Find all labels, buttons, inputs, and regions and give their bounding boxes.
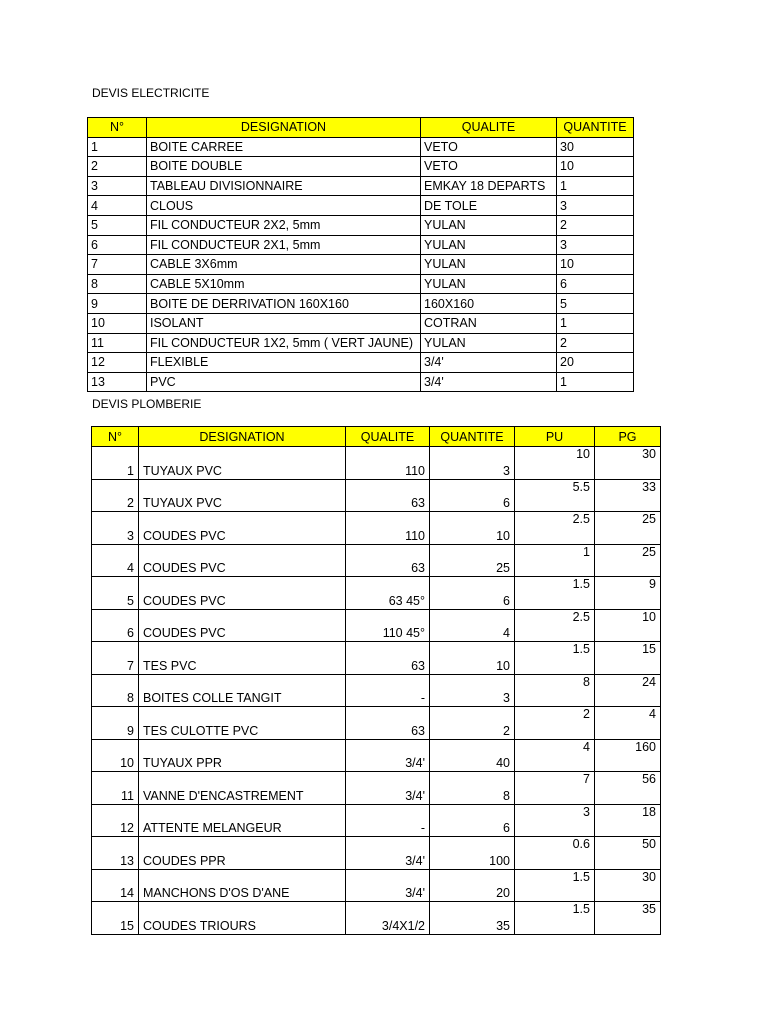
cell-designation: ATTENTE MELANGEUR (139, 804, 346, 837)
cell-designation: FIL CONDUCTEUR 2X2, 5mm (147, 215, 421, 235)
cell-quantite: 6 (557, 274, 634, 294)
cell-pg: 30 (595, 869, 661, 902)
cell-numero: 5 (88, 215, 147, 235)
cell-designation: TES CULOTTE PVC (139, 707, 346, 740)
cell-numero: 7 (92, 642, 139, 675)
table-row (92, 869, 661, 902)
cell-qualite: 110 (346, 512, 430, 545)
cell-quantite: 1 (557, 313, 634, 333)
cell-numero: 9 (88, 294, 147, 314)
table-row (88, 176, 634, 196)
cell-designation: COUDES PVC (139, 512, 346, 545)
cell-pg: 9 (595, 577, 661, 610)
table-row (88, 372, 634, 392)
cell-designation: BOITES COLLE TANGIT (139, 674, 346, 707)
cell-pg: 25 (595, 512, 661, 545)
cell-designation: TUYAUX PPR (139, 739, 346, 772)
cell-quantite: 3 (430, 674, 515, 707)
cell-pg: 24 (595, 674, 661, 707)
table-row (92, 837, 661, 870)
cell-pg: 10 (595, 609, 661, 642)
cell-numero: 13 (88, 372, 147, 392)
cell-pu: 1.5 (515, 902, 595, 935)
cell-designation: BOITE DOUBLE (147, 157, 421, 177)
cell-designation: BOITE DE DERRIVATION 160X160 (147, 294, 421, 314)
cell-qualite: 110 45° (346, 609, 430, 642)
table-row (88, 255, 634, 275)
header-designation: DESIGNATION (147, 118, 421, 138)
cell-numero: 12 (88, 353, 147, 373)
table-row (88, 274, 634, 294)
table-row (92, 544, 661, 577)
cell-quantite: 3 (557, 196, 634, 216)
cell-qualite: 63 (346, 642, 430, 675)
cell-numero: 11 (92, 772, 139, 805)
cell-qualite: VETO (421, 157, 557, 177)
cell-pg: 56 (595, 772, 661, 805)
table-row (88, 215, 634, 235)
cell-pg: 25 (595, 544, 661, 577)
cell-designation: COUDES PVC (139, 577, 346, 610)
cell-designation: FIL CONDUCTEUR 2X1, 5mm (147, 235, 421, 255)
cell-qualite: YULAN (421, 274, 557, 294)
cell-qualite: - (346, 804, 430, 837)
header-numero: N° (88, 118, 147, 138)
cell-quantite: 40 (430, 739, 515, 772)
cell-pg: 50 (595, 837, 661, 870)
cell-pu: 5.5 (515, 479, 595, 512)
cell-designation: TABLEAU DIVISIONNAIRE (147, 176, 421, 196)
table-row (88, 294, 634, 314)
cell-quantite: 6 (430, 804, 515, 837)
cell-designation: CABLE 5X10mm (147, 274, 421, 294)
cell-quantite: 6 (430, 479, 515, 512)
cell-numero: 3 (88, 176, 147, 196)
table-row (88, 196, 634, 216)
cell-numero: 7 (88, 255, 147, 275)
plomberie-title: DEVIS PLOMBERIE (92, 397, 202, 411)
cell-pu: 8 (515, 674, 595, 707)
cell-pu: 1.5 (515, 869, 595, 902)
table-row (92, 577, 661, 610)
cell-designation: COUDES PVC (139, 544, 346, 577)
cell-qualite: YULAN (421, 215, 557, 235)
cell-quantite: 10 (430, 642, 515, 675)
table-row (88, 157, 634, 177)
cell-numero: 6 (92, 609, 139, 642)
header-quantite: QUANTITE (557, 118, 634, 138)
cell-quantite: 3 (430, 447, 515, 480)
table-row (92, 642, 661, 675)
electricite-table (87, 117, 634, 392)
cell-qualite: 110 (346, 447, 430, 480)
cell-pg: 4 (595, 707, 661, 740)
cell-numero: 1 (88, 137, 147, 157)
header-qualite: QUALITE (346, 427, 430, 447)
cell-qualite: 3/4' (421, 372, 557, 392)
cell-qualite: 160X160 (421, 294, 557, 314)
cell-quantite: 25 (430, 544, 515, 577)
cell-quantite: 8 (430, 772, 515, 805)
table-row (92, 447, 661, 480)
cell-pu: 10 (515, 447, 595, 480)
cell-quantite: 30 (557, 137, 634, 157)
cell-numero: 14 (92, 869, 139, 902)
cell-designation: CABLE 3X6mm (147, 255, 421, 275)
cell-designation: FIL CONDUCTEUR 1X2, 5mm ( VERT JAUNE) (147, 333, 421, 353)
cell-quantite: 10 (557, 255, 634, 275)
table-row (88, 235, 634, 255)
cell-designation: TUYAUX PVC (139, 447, 346, 480)
cell-designation: COUDES PVC (139, 609, 346, 642)
cell-qualite: COTRAN (421, 313, 557, 333)
cell-pg: 18 (595, 804, 661, 837)
table-row (92, 772, 661, 805)
table-row (88, 353, 634, 373)
cell-numero: 9 (92, 707, 139, 740)
cell-qualite: VETO (421, 137, 557, 157)
cell-qualite: - (346, 674, 430, 707)
cell-numero: 15 (92, 902, 139, 935)
cell-quantite: 20 (557, 353, 634, 373)
cell-numero: 6 (88, 235, 147, 255)
cell-designation: FLEXIBLE (147, 353, 421, 373)
cell-numero: 1 (92, 447, 139, 480)
cell-designation: COUDES PPR (139, 837, 346, 870)
cell-pg: 30 (595, 447, 661, 480)
electricite-header-row (88, 118, 634, 138)
cell-designation: ISOLANT (147, 313, 421, 333)
cell-designation: TES PVC (139, 642, 346, 675)
cell-numero: 4 (92, 544, 139, 577)
cell-designation: COUDES TRIOURS (139, 902, 346, 935)
cell-qualite: 3/4X1/2 (346, 902, 430, 935)
table-row (92, 707, 661, 740)
cell-qualite: 3/4' (421, 353, 557, 373)
cell-quantite: 2 (430, 707, 515, 740)
cell-pu: 2.5 (515, 609, 595, 642)
cell-pu: 2 (515, 707, 595, 740)
table-row (92, 804, 661, 837)
cell-qualite: DE TOLE (421, 196, 557, 216)
header-qualite: QUALITE (421, 118, 557, 138)
cell-numero: 3 (92, 512, 139, 545)
header-numero: N° (92, 427, 139, 447)
cell-quantite: 1 (557, 176, 634, 196)
cell-numero: 11 (88, 333, 147, 353)
cell-qualite: 63 (346, 544, 430, 577)
cell-numero: 10 (88, 313, 147, 333)
cell-numero: 5 (92, 577, 139, 610)
cell-pu: 4 (515, 739, 595, 772)
cell-qualite: 63 (346, 707, 430, 740)
cell-pg: 15 (595, 642, 661, 675)
plomberie-header-row (92, 427, 661, 447)
cell-qualite: 63 45° (346, 577, 430, 610)
table-row (92, 609, 661, 642)
cell-qualite: 3/4' (346, 772, 430, 805)
cell-quantite: 35 (430, 902, 515, 935)
cell-pu: 1.5 (515, 642, 595, 675)
cell-quantite: 2 (557, 215, 634, 235)
table-row (92, 479, 661, 512)
cell-numero: 13 (92, 837, 139, 870)
cell-numero: 8 (88, 274, 147, 294)
cell-qualite: 3/4' (346, 837, 430, 870)
header-designation: DESIGNATION (139, 427, 346, 447)
cell-qualite: 3/4' (346, 739, 430, 772)
cell-designation: CLOUS (147, 196, 421, 216)
cell-numero: 8 (92, 674, 139, 707)
table-row (92, 902, 661, 935)
cell-pu: 0.6 (515, 837, 595, 870)
cell-qualite: 63 (346, 479, 430, 512)
cell-quantite: 5 (557, 294, 634, 314)
cell-pu: 1 (515, 544, 595, 577)
cell-numero: 10 (92, 739, 139, 772)
table-row (88, 333, 634, 353)
cell-quantite: 10 (430, 512, 515, 545)
cell-quantite: 6 (430, 577, 515, 610)
cell-numero: 2 (88, 157, 147, 177)
cell-qualite: YULAN (421, 235, 557, 255)
header-quantite: QUANTITE (430, 427, 515, 447)
cell-qualite: YULAN (421, 333, 557, 353)
header-pu: PU (515, 427, 595, 447)
cell-quantite: 4 (430, 609, 515, 642)
cell-qualite: 3/4' (346, 869, 430, 902)
cell-quantite: 1 (557, 372, 634, 392)
cell-quantite: 100 (430, 837, 515, 870)
table-row (92, 512, 661, 545)
cell-quantite: 2 (557, 333, 634, 353)
cell-pu: 2.5 (515, 512, 595, 545)
cell-numero: 2 (92, 479, 139, 512)
cell-qualite: YULAN (421, 255, 557, 275)
cell-pu: 1.5 (515, 577, 595, 610)
cell-quantite: 10 (557, 157, 634, 177)
cell-quantite: 20 (430, 869, 515, 902)
cell-designation: TUYAUX PVC (139, 479, 346, 512)
cell-pg: 160 (595, 739, 661, 772)
cell-quantite: 3 (557, 235, 634, 255)
cell-numero: 12 (92, 804, 139, 837)
table-row (88, 137, 634, 157)
header-pg: PG (595, 427, 661, 447)
cell-qualite: EMKAY 18 DEPARTS (421, 176, 557, 196)
cell-designation: VANNE D'ENCASTREMENT (139, 772, 346, 805)
plomberie-table (91, 426, 661, 935)
table-row (92, 739, 661, 772)
electricite-title: DEVIS ELECTRICITE (92, 86, 210, 100)
cell-pu: 7 (515, 772, 595, 805)
cell-designation: PVC (147, 372, 421, 392)
table-row (92, 674, 661, 707)
cell-pg: 33 (595, 479, 661, 512)
cell-pu: 3 (515, 804, 595, 837)
cell-numero: 4 (88, 196, 147, 216)
table-row (88, 313, 634, 333)
cell-designation: BOITE CARREE (147, 137, 421, 157)
cell-pg: 35 (595, 902, 661, 935)
cell-designation: MANCHONS D'OS D'ANE (139, 869, 346, 902)
